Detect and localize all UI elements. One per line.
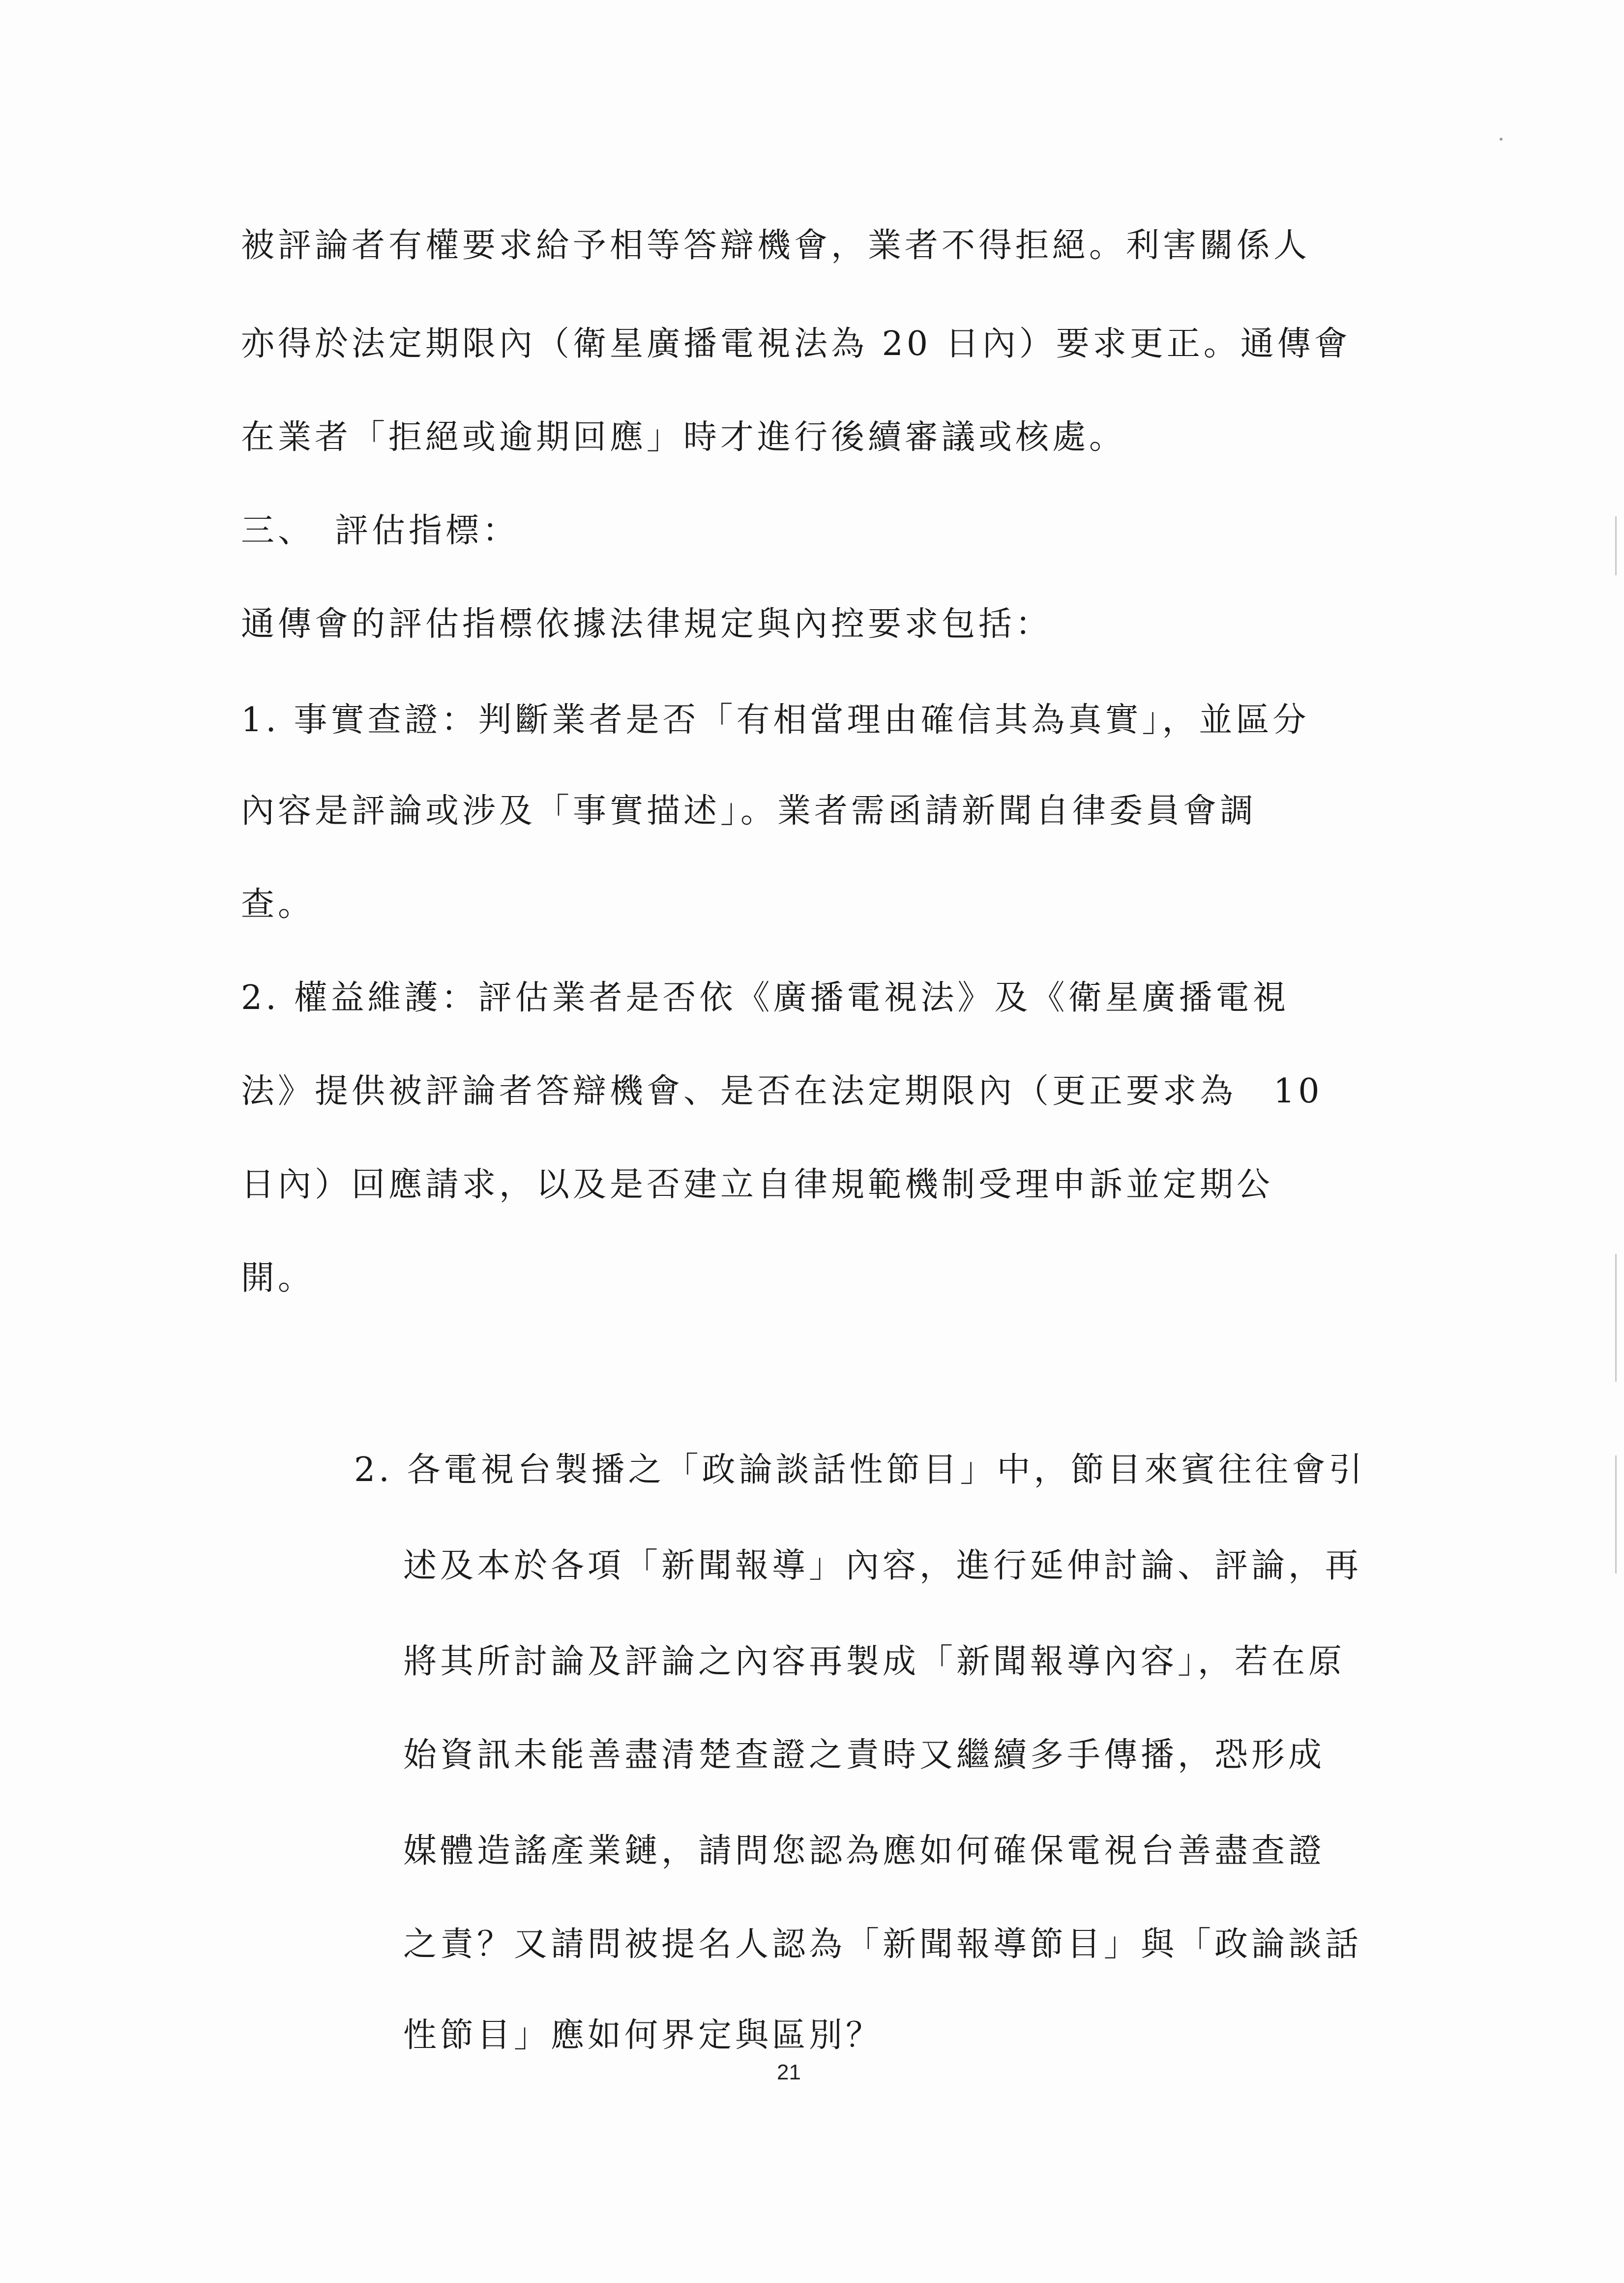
- question-line: 始資訊未能善盡清楚查證之責時又繼續多手傳播，恐形成: [403, 1736, 1326, 1775]
- scan-edge-mark: [1615, 516, 1617, 575]
- list-item-rights: 2. 權益維護：評估業者是否依《廣播電視法》及《衛星廣播電視: [241, 978, 1290, 1017]
- paragraph-line: 通傳會的評估指標依據法律規定與內控要求包括：: [241, 605, 1053, 644]
- question-line: 性節目」應如何界定與區別？: [403, 2016, 883, 2055]
- scan-speck: [1500, 138, 1503, 141]
- paragraph-line: 查。: [241, 885, 315, 924]
- scan-edge-mark: [1615, 1455, 1617, 1573]
- question-line: 媒體造謠產業鏈，請問您認為應如何確保電視台善盡查證: [403, 1832, 1326, 1870]
- paragraph-line: 法》提供被評論者答辯機會、是否在法定期限內（更正要求為 10: [241, 1072, 1323, 1111]
- paragraph-line: 被評論者有權要求給予相等答辯機會，業者不得拒絕。利害關係人: [241, 226, 1311, 265]
- paragraph-line: 內容是評論或涉及「事實描述」。業者需函請新聞自律委員會調: [241, 792, 1257, 830]
- question-line: 2. 各電視台製播之「政論談話性節目」中，節目來賓往往會引: [354, 1451, 1366, 1489]
- section-heading: 三、 評估指標：: [241, 511, 520, 550]
- paragraph-line: 在業者「拒絕或逾期回應」時才進行後續審議或核處。: [241, 418, 1126, 457]
- question-line: 述及本於各項「新聞報導」內容，進行延伸討論、評論，再: [403, 1546, 1362, 1585]
- list-item-fact-check: 1. 事實查證：判斷業者是否「有相當理由確信其為真實」，並區分: [241, 701, 1310, 740]
- scan-edge-mark: [1615, 1254, 1617, 1382]
- paragraph-line: 日內）回應請求，以及是否建立自律規範機制受理申訴並定期公: [241, 1165, 1274, 1204]
- page-number: 21: [777, 2060, 801, 2084]
- paragraph-line: 亦得於法定期限內（衛星廣播電視法為 20 日內）要求更正。通傳會: [241, 325, 1351, 363]
- question-line: 將其所討論及評論之內容再製成「新聞報導內容」，若在原: [403, 1642, 1346, 1681]
- paragraph-line: 開。: [241, 1259, 315, 1298]
- question-line: 之責？又請問被提名人認為「新聞報導節目」與「政論談話: [403, 1925, 1362, 1964]
